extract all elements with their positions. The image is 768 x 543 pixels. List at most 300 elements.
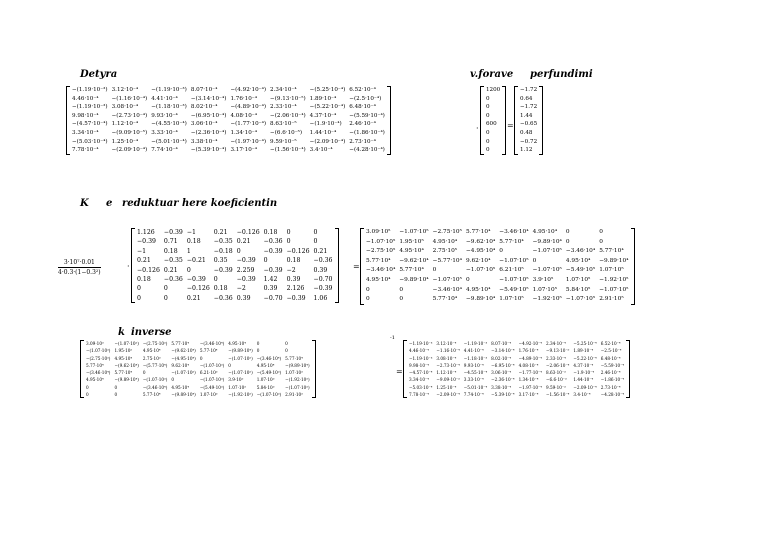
matrix-cell: −(2.06·10⁻⁴) xyxy=(270,112,306,119)
matrix-cell: −(4.89·10⁻⁴) xyxy=(230,104,267,111)
matrix-cell: −0.126 xyxy=(137,266,160,274)
matrix-cell: 2.75·10⁵ xyxy=(432,248,458,255)
matrix-cell: 2.33·10⁻⁴ xyxy=(270,104,297,111)
matrix-row xyxy=(84,362,312,369)
matrix-row xyxy=(135,256,335,265)
matrix-row xyxy=(135,284,335,293)
matrix-cell: 8.07·10⁻⁴ xyxy=(491,341,512,346)
matrix-cell: 1.89·10⁻⁴ xyxy=(309,95,337,102)
matrix-cell: −5.03·10⁻⁴ xyxy=(409,384,433,390)
matrix-cell: −(1.07·10⁵) xyxy=(256,392,282,398)
matrix-cell: −4.95·10⁴ xyxy=(465,248,496,255)
matrix-cell: −0.72 xyxy=(520,138,538,145)
matrix-row xyxy=(84,376,312,383)
matrix-cell: −(1.97·10⁻⁴) xyxy=(230,138,267,145)
matrix-cell: 0 xyxy=(236,247,241,255)
matrix-cell: 0.39 xyxy=(313,266,328,274)
matrix-cell: −1 xyxy=(186,229,196,236)
matrix-cell: −1.86·10⁻⁴ xyxy=(600,377,625,383)
matrix-cell: 0 xyxy=(486,138,490,145)
matrix-cell: 1.07·10⁵ xyxy=(285,370,303,376)
matrix-row xyxy=(70,95,387,104)
matrix-cell: 1.89·10⁻⁴ xyxy=(573,348,594,354)
matrix-row xyxy=(84,369,312,376)
matrix-cell: −(6.6·10⁻⁵) xyxy=(270,129,303,136)
matrix-cell: −1.07·10⁵ xyxy=(432,276,462,283)
matrix-row xyxy=(364,276,631,286)
matrix-cell: −2.09·10⁻⁴ xyxy=(436,392,460,398)
matrix-cell: −3.14·10⁻⁴ xyxy=(491,348,515,354)
matrix-row xyxy=(484,112,502,121)
matrix-cell: 1.34·10⁻⁴ xyxy=(230,129,257,136)
heading-reduktuar: reduktuar xyxy=(122,198,179,209)
matrix-row xyxy=(518,120,539,129)
matrix-cell: 1.07·10⁵ xyxy=(599,267,624,274)
matrix-cell: −(9.09·10⁻⁵) xyxy=(111,129,148,136)
matrix-cell: −5.59·10⁻⁴ xyxy=(600,362,625,368)
matrix-row xyxy=(484,146,502,155)
matrix-cell: −1.92·10⁵ xyxy=(532,296,562,303)
matrix-cell: 1.126 xyxy=(137,229,155,236)
matrix-row xyxy=(407,376,626,383)
matrix-cell: −2.06·10⁻⁴ xyxy=(545,362,570,368)
matrix-cell: 6.52·10⁻⁴ xyxy=(600,341,621,346)
matrix-cell: −5.49·10⁵ xyxy=(565,267,596,274)
matrix-cell: 2.73·10⁻⁴ xyxy=(349,138,376,145)
matrix-cell: −(5.49·10⁵) xyxy=(256,370,282,376)
matrix-cell: −1.07·10⁵ xyxy=(499,257,529,264)
matrix-cell: 1.12·10⁻⁴ xyxy=(111,121,139,128)
matrix-cell: 1.07·10⁵ xyxy=(565,276,591,283)
matrix-cell: 0 xyxy=(199,355,203,361)
matrix-cell: 4.95·10⁴ xyxy=(532,229,558,235)
matrix-row xyxy=(364,286,631,296)
matrix-cell: 4.46·10⁻⁴ xyxy=(72,95,99,102)
matrix-cell: 5.77·10⁴ xyxy=(499,238,524,245)
matrix-cell: −1.97·10⁻⁴ xyxy=(518,384,542,390)
matrix-cell: 8.63·10⁻⁵ xyxy=(545,370,566,376)
matrix-k xyxy=(80,340,316,398)
matrix-cell: −0.35 xyxy=(213,238,233,246)
matrix-cell: 0 xyxy=(532,257,537,264)
matrix-cell: −4.55·10⁻⁴ xyxy=(463,370,488,376)
matrix-row xyxy=(84,355,312,362)
matrix-cell: −(3.14·10⁻⁴) xyxy=(190,95,227,102)
matrix-cell: 5.84·10⁵ xyxy=(565,286,591,293)
matrix-cell: −5.25·10⁻⁴ xyxy=(573,341,597,346)
matrix-row xyxy=(518,86,539,95)
matrix-cell: 0.18 xyxy=(286,257,301,265)
matrix-row xyxy=(364,266,631,276)
matrix-cell: −0.126 xyxy=(286,247,310,255)
matrix-cell: 3.08·10⁻⁴ xyxy=(111,104,139,111)
matrix-cell: −1 xyxy=(137,247,147,255)
matrix-cell: 3.09·10⁵ xyxy=(366,229,391,235)
matrix-cell: −0.126 xyxy=(186,285,210,293)
matrix-cell: −3.46·10⁴ xyxy=(366,267,396,274)
matrix-cell: −1.07·10⁵ xyxy=(366,238,396,245)
matrix-row xyxy=(518,103,539,112)
matrix-cell: −(1.56·10⁻⁴) xyxy=(270,147,306,154)
matrix-cell: −2 xyxy=(286,266,296,274)
matrix-cell: −0.39 xyxy=(263,266,283,274)
matrix-cell: 1.07·10⁵ xyxy=(256,377,275,383)
matrix-cell: −5.77·10⁴ xyxy=(432,257,462,264)
matrix-cell: 4.41·10⁻⁴ xyxy=(463,348,484,354)
heading-e: e xyxy=(106,198,113,209)
matrix-cell: 0 xyxy=(256,348,260,354)
matrix-cell: 1.07·10⁵ xyxy=(499,296,524,303)
matrix-cell: 0 xyxy=(565,238,570,245)
matrix-cell: 0.39 xyxy=(286,276,301,284)
matrix-cell: 1.44·10⁻⁴ xyxy=(573,377,594,383)
matrix-cell: 0.48 xyxy=(520,129,533,136)
matrix-cell: 0 xyxy=(465,276,470,283)
matrix-cell: −(1.07·10⁵) xyxy=(285,384,310,390)
matrix-cell: −9.09·10⁻⁵ xyxy=(436,377,460,383)
matrix-cell: 4.95·10⁴ xyxy=(142,348,161,354)
matrix-cell: −4.89·10⁻⁴ xyxy=(518,355,542,361)
matrix-cell: 0.35 xyxy=(213,257,228,265)
matrix-cell: 4.95·10⁴ xyxy=(465,286,491,293)
matrix-cell: −9.13·10⁻⁵ xyxy=(545,348,570,354)
matrix-cell: −(5.39·10⁻⁴) xyxy=(190,147,227,154)
matrix-cell: 5.77·10⁴ xyxy=(366,257,391,264)
matrix-cell: 3.12·10⁻⁴ xyxy=(111,87,139,93)
matrix-cell: −1.72 xyxy=(520,87,538,93)
matrix-cell: 0 xyxy=(213,276,218,284)
matrix-cell: −(1.07·10⁵) xyxy=(142,377,168,383)
matrix-cell: 3.34·10⁻⁴ xyxy=(72,129,99,136)
matrix-cell: 6.48·10⁻⁴ xyxy=(600,355,621,361)
matrix-row xyxy=(518,95,539,104)
matrix-cell: 0 xyxy=(486,112,490,119)
matrix-cell: −2.5·10⁻⁴ xyxy=(600,348,622,354)
matrix-cell: 0 xyxy=(163,285,168,293)
matrix-cell: −4.92·10⁻⁴ xyxy=(518,341,542,346)
matrix-cell: 0 xyxy=(486,95,490,102)
matrix-cell: 1200 xyxy=(486,87,501,93)
heading-perfundimi: perfundimi xyxy=(530,69,593,80)
matrix-cell: −9.89·10⁴ xyxy=(465,296,496,303)
matrix-cell: −0.39 xyxy=(137,238,156,246)
matrix-cell: −(1.9·10⁻⁴) xyxy=(309,121,342,128)
matrix-cell: 0 xyxy=(286,229,291,236)
matrix-cell: 1 xyxy=(186,247,191,255)
matrix-row xyxy=(135,294,335,303)
matrix-cell: −0.39 xyxy=(236,257,256,265)
matrix-cell: 4.41·10⁻⁴ xyxy=(151,95,178,102)
matrix-row xyxy=(70,112,387,121)
matrix-cell: −1.56·10⁻⁴ xyxy=(545,392,570,398)
matrix-cell: 0.21 xyxy=(236,238,251,246)
heading-k-lower: k xyxy=(118,327,125,338)
matrix-cell: −0.35 xyxy=(163,257,183,265)
matrix-cell: −(9.89·10⁴) xyxy=(114,377,139,383)
matrix-row xyxy=(484,95,502,104)
matrix-row xyxy=(518,112,539,121)
matrix-cell: 1.07·10⁵ xyxy=(228,384,246,390)
matrix-cell: 0 xyxy=(285,341,288,346)
matrix-cell: 2.259 xyxy=(236,266,255,274)
matrix-cell: −3.46·10⁴ xyxy=(565,248,596,255)
matrix-cell: −(5.25·10⁻⁴) xyxy=(309,87,346,93)
matrix-cell: 8.07·10⁻⁴ xyxy=(190,87,218,93)
matrix-cell: −1.07·10⁵ xyxy=(499,276,529,283)
matrix-cell: 8.02·10⁻⁴ xyxy=(190,104,218,111)
matrix-cell: 2.73·10⁻⁴ xyxy=(600,384,621,390)
matrix-cell: 0.18 xyxy=(213,285,228,293)
matrix-row xyxy=(135,237,335,246)
matrix-cell: 6.21·10⁵ xyxy=(199,370,218,376)
matrix-row xyxy=(407,355,626,362)
matrix-cell: −0.39 xyxy=(186,276,206,284)
matrix-cell: −6.6·10⁻⁵ xyxy=(545,377,567,383)
matrix-cell: −(2.09·10⁻⁴) xyxy=(309,138,346,145)
matrix-cell: 0 xyxy=(565,229,570,235)
matrix-cell: −0.36 xyxy=(213,294,233,302)
matrix-cell: −9.89·10⁴ xyxy=(399,276,429,283)
matrix-cell: −(5.77·10⁴) xyxy=(142,362,168,368)
matrix-row xyxy=(484,138,502,147)
matrix-cell: 6.48·10⁻⁴ xyxy=(349,104,376,111)
matrix-cell: −0.36 xyxy=(263,238,283,246)
coefficient-fraction xyxy=(58,259,101,276)
matrix-cell: 0 xyxy=(366,296,370,303)
heading-here-koeficientin: here koeficientin xyxy=(182,198,278,209)
matrix-cell: −(9.89·10⁴) xyxy=(285,362,310,368)
matrix-cell: 0 xyxy=(366,286,370,293)
matrix-cell: 0 xyxy=(142,370,146,376)
matrix-k-reduced xyxy=(360,228,635,305)
matrix-coefficients xyxy=(131,228,339,303)
matrix-cell: −1.19·10⁻³ xyxy=(463,341,488,346)
matrix-cell: −0.21 xyxy=(186,257,206,265)
multiply-dot: · xyxy=(127,262,130,271)
matrix-row xyxy=(518,146,539,155)
matrix-cell: 1.25·10⁻⁴ xyxy=(111,138,139,145)
matrix-cell: 2.91·10⁵ xyxy=(285,392,303,398)
matrix-cell: 3.4·10⁻⁴ xyxy=(309,147,333,154)
matrix-cell: 3.38·10⁻⁴ xyxy=(491,384,512,390)
matrix-cell: −0.65 xyxy=(520,121,538,128)
matrix-cell: 3.08·10⁻⁴ xyxy=(436,355,457,361)
matrix-k-inverse-detyra xyxy=(66,86,391,155)
matrix-row xyxy=(407,369,626,376)
matrix-cell: −(1.86·10⁻⁴) xyxy=(349,129,385,136)
matrix-cell: 1.95·10⁵ xyxy=(399,238,424,245)
matrix-cell: 9.62·10⁴ xyxy=(465,257,491,264)
matrix-cell: 9.93·10⁻⁴ xyxy=(463,362,484,368)
matrix-row xyxy=(484,120,502,129)
matrix-cell: −1.19·10⁻³ xyxy=(409,355,433,361)
matrix-cell: −(1.07·10⁵) xyxy=(114,341,139,346)
matrix-cell: −0.18 xyxy=(213,247,233,255)
matrix-cell: −5.39·10⁻⁴ xyxy=(491,392,515,398)
matrix-cell: 2.91·10⁵ xyxy=(599,296,624,303)
matrix-cell: −0.39 xyxy=(263,247,283,255)
matrix-cell: 4.37·10⁻⁴ xyxy=(309,112,337,119)
matrix-cell: −0.70 xyxy=(313,276,333,284)
matrix-cell: 2.46·10⁻⁴ xyxy=(349,121,376,128)
matrix-cell: 1.25·10⁻⁴ xyxy=(436,384,457,390)
matrix-cell: −(4.92·10⁻⁴) xyxy=(230,87,267,93)
matrix-cell: −0.39 xyxy=(236,276,256,284)
matrix-cell: 3.9·10⁵ xyxy=(228,377,244,383)
matrix-cell: 3.33·10⁻⁴ xyxy=(151,129,178,136)
matrix-cell: 0.21 xyxy=(313,247,328,255)
matrix-row xyxy=(70,120,387,129)
matrix-cell: 0 xyxy=(171,377,175,383)
fraction-denominator: 4·0.3·(1−0.3²) xyxy=(58,269,101,276)
matrix-cell: 1.34·10⁻⁴ xyxy=(518,377,539,383)
matrix-row xyxy=(364,228,631,238)
matrix-row xyxy=(84,384,312,391)
matrix-cell: −(1.07·10⁵) xyxy=(171,370,196,376)
matrix-cell: −(3.46·10⁴) xyxy=(256,355,282,361)
matrix-cell: 3.38·10⁻⁴ xyxy=(190,138,218,145)
matrix-cell: 0.64 xyxy=(520,95,533,102)
matrix-cell: −6.95·10⁻⁴ xyxy=(491,362,515,368)
matrix-cell: 0 xyxy=(286,238,291,246)
equals-sign: = xyxy=(353,262,360,271)
matrix-cell: −(1.07·10⁵) xyxy=(86,348,111,354)
matrix-cell: −9.89·10⁴ xyxy=(532,238,562,245)
matrix-cell: 1.76·10⁻⁴ xyxy=(518,348,539,354)
matrix-cell: −1.07·10⁵ xyxy=(599,286,629,293)
matrix-cell: −(5.01·10⁻⁴) xyxy=(151,138,187,145)
matrix-cell: 8.02·10⁻⁴ xyxy=(491,355,512,361)
matrix-cell: −(1.19·10⁻³) xyxy=(151,87,187,93)
matrix-cell: 0.21 xyxy=(163,266,178,274)
matrix-cell: −2.75·10⁵ xyxy=(366,248,396,255)
matrix-row xyxy=(364,238,631,248)
matrix-cell: 1.42 xyxy=(263,276,278,284)
matrix-cell: −3.46·10⁴ xyxy=(499,229,529,235)
matrix-cell: 0 xyxy=(486,147,490,154)
matrix-cell: 0 xyxy=(86,392,89,398)
matrix-cell: 4.37·10⁻⁴ xyxy=(573,362,594,368)
matrix-cell: −5.22·10⁻⁴ xyxy=(573,355,597,361)
matrix-cell: 7.78·10⁻⁴ xyxy=(409,392,429,398)
matrix-cell: 9.93·10⁻⁴ xyxy=(151,112,178,119)
matrix-row xyxy=(135,266,335,275)
matrix-cell: −(9.62·10⁴) xyxy=(171,348,196,354)
matrix-cell: 1.12·10⁻⁴ xyxy=(436,370,457,376)
matrix-row xyxy=(407,362,626,369)
matrix-cell: 7.74·10⁻⁴ xyxy=(463,392,484,398)
matrix-row xyxy=(70,129,387,138)
matrix-cell: 3.4·10⁻⁴ xyxy=(573,392,591,398)
matrix-cell: 7.78·10⁻⁴ xyxy=(72,147,99,154)
matrix-cell: 2.34·10⁻⁴ xyxy=(270,87,297,93)
matrix-cell: 9.59·10⁻⁵ xyxy=(270,138,297,145)
matrix-cell: 4.95·10⁴ xyxy=(366,276,391,283)
matrix-cell: −0.39 xyxy=(286,294,306,302)
matrix-cell: −(4.95·10⁴) xyxy=(171,355,196,361)
matrix-cell: −0.36 xyxy=(163,276,183,284)
matrix-cell: −0.36 xyxy=(313,257,333,265)
vector-forces xyxy=(480,86,506,155)
matrix-row xyxy=(518,129,539,138)
matrix-cell: −1.18·10⁻³ xyxy=(463,355,488,361)
matrix-cell: −(1.07·10⁵) xyxy=(199,377,225,383)
matrix-row xyxy=(70,146,387,155)
matrix-cell: −(3.46·10⁴) xyxy=(86,370,111,376)
matrix-cell: 5.77·10⁴ xyxy=(171,341,190,346)
matrix-cell: −3.46·10⁴ xyxy=(432,286,462,293)
matrix-cell: −(5.59·10⁻⁴) xyxy=(349,112,385,119)
matrix-cell: 3.34·10⁻⁴ xyxy=(409,377,429,383)
matrix-cell: 0.39 xyxy=(236,294,251,302)
matrix-cell: 0 xyxy=(228,362,231,368)
matrix-cell: 3.17·10⁻⁴ xyxy=(230,147,257,154)
matrix-k-inverse-result xyxy=(403,340,630,398)
matrix-cell: −5.49·10⁵ xyxy=(499,286,529,293)
matrix-cell: −1.07·10⁵ xyxy=(565,296,596,303)
matrix-cell: 4.95·10⁴ xyxy=(86,377,104,383)
matrix-cell: 0 xyxy=(432,267,437,274)
matrix-cell: 0 xyxy=(114,392,118,398)
matrix-cell: −9.89·10⁴ xyxy=(599,257,629,264)
matrix-cell: 7.74·10⁻⁴ xyxy=(151,147,178,154)
matrix-row xyxy=(135,247,335,256)
matrix-cell: −(9.13·10⁻⁵) xyxy=(270,95,306,102)
matrix-cell: −(9.89·10⁴) xyxy=(228,348,253,354)
matrix-cell: 9.59·10⁻⁵ xyxy=(545,384,566,390)
matrix-row xyxy=(70,138,387,147)
matrix-row xyxy=(70,86,387,95)
matrix-cell: 8.63·10⁻⁵ xyxy=(270,121,297,128)
matrix-cell: 0 xyxy=(137,294,141,302)
matrix-cell: 0 xyxy=(163,294,168,302)
matrix-cell: 1.44 xyxy=(520,112,533,119)
matrix-row xyxy=(484,129,502,138)
matrix-cell: 1.76·10⁻⁴ xyxy=(230,95,257,102)
matrix-cell: −(1.19·10⁻³) xyxy=(72,104,108,111)
heading-inverse: inverse xyxy=(131,327,172,338)
matrix-cell: 5.84·10⁵ xyxy=(256,384,275,390)
matrix-cell: 0.18 xyxy=(263,229,278,236)
matrix-cell: 4.08·10⁻⁴ xyxy=(518,362,539,368)
matrix-cell: −(5.49·10⁵) xyxy=(199,384,225,390)
matrix-row xyxy=(84,391,312,398)
matrix-cell: 1.12 xyxy=(520,147,533,154)
matrix-cell: −(1.19·10⁻³) xyxy=(72,87,108,93)
matrix-cell: −0.70 xyxy=(263,294,283,302)
matrix-cell: 2.46·10⁻⁴ xyxy=(600,370,621,376)
matrix-cell: −2.09·10⁻⁴ xyxy=(573,384,597,390)
matrix-cell: 2.33·10⁻⁴ xyxy=(545,355,566,361)
matrix-cell: −1.07·10⁵ xyxy=(532,248,562,255)
inverse-exponent: -1 xyxy=(390,335,395,341)
matrix-cell: 1.07·10⁵ xyxy=(532,286,558,293)
matrix-cell: 0 xyxy=(263,257,268,265)
matrix-row xyxy=(135,228,335,237)
matrix-cell: 4.95·10⁴ xyxy=(432,238,458,245)
heading-detyra: Detyra xyxy=(80,69,118,80)
matrix-cell: −0.126 xyxy=(236,229,260,236)
matrix-cell: 4.46·10⁻⁴ xyxy=(409,348,429,354)
matrix-cell: 0 xyxy=(399,286,404,293)
matrix-cell: −0.39 xyxy=(213,266,233,274)
matrix-cell: −(6.95·10⁻⁴) xyxy=(190,112,227,119)
matrix-cell: 2.126 xyxy=(286,285,305,293)
matrix-cell: −5.01·10⁻⁴ xyxy=(463,384,488,390)
matrix-cell: −1.07·10⁵ xyxy=(532,267,562,274)
matrix-cell: 0.18 xyxy=(163,247,178,255)
matrix-row xyxy=(364,257,631,267)
